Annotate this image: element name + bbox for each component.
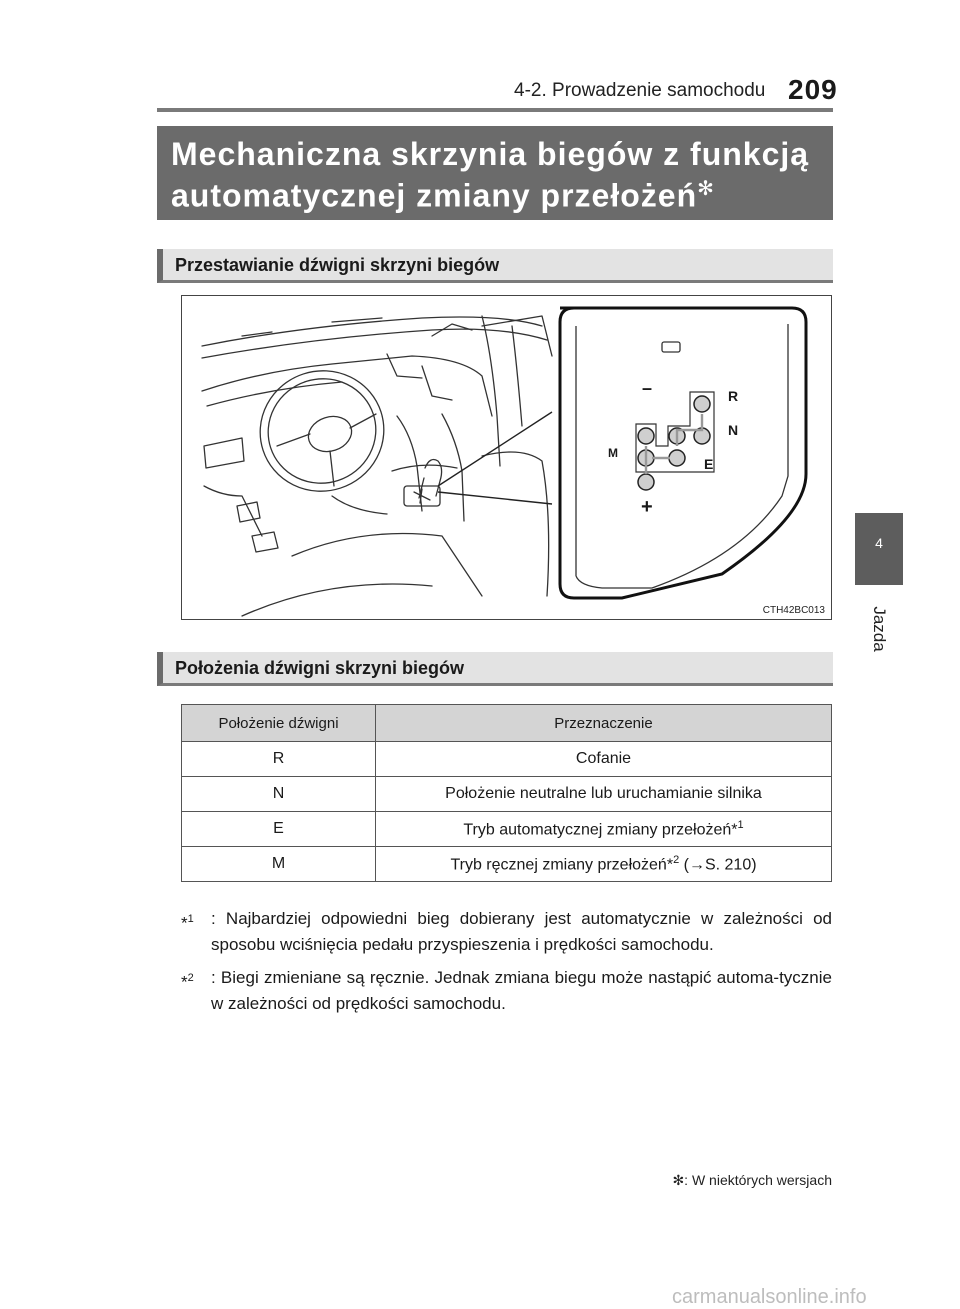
shift-positions-table: [181, 704, 832, 882]
gate-label-m: M: [608, 446, 618, 460]
footnote-marker: [181, 906, 194, 937]
table-row: [182, 777, 832, 812]
table-cell-purpose: [376, 812, 832, 847]
gate-label-n: N: [728, 422, 739, 438]
version-note: ✻: W niektórych wersjach: [672, 1172, 832, 1188]
gate-label-r: R: [728, 388, 739, 404]
table-row: [182, 847, 832, 882]
footnote-1: [181, 906, 832, 958]
footnote-text: : Biegi zmieniane są ręcznie. Jednak zmiana biegu może nastąpić automa-tycznie w zależności od prędkości samochodu.: [211, 968, 832, 1013]
page-title-line2-text: automatycznej zmiany przełożeń: [171, 177, 698, 214]
chapter-tab: [855, 513, 903, 585]
page-title-line1: Mechaniczna skrzynia biegów z funkcją: [171, 136, 810, 172]
chapter-label-wrap: [863, 594, 895, 664]
figure-code: CTH42BC013: [762, 605, 825, 616]
section-heading-positions-text: Położenia dźwigni skrzyni biegów: [175, 658, 465, 678]
table-cell-purpose: Położenie neutralne lub uruchamianie silnika: [376, 777, 832, 812]
footnote-ref: 1: [737, 818, 744, 831]
page-title-line2: [171, 176, 715, 215]
footnote-asterisk: *: [181, 972, 188, 992]
section-heading-shifting-text: Przestawianie dźwigni skrzyni biegów: [175, 255, 500, 275]
footnote-2: [181, 965, 832, 1017]
watermark: carmanualsonline.info: [672, 1286, 867, 1308]
footnote-number: 1: [187, 913, 194, 925]
table-cell-position: E: [182, 812, 376, 847]
table-row: [182, 812, 832, 847]
table-cell-position: N: [182, 777, 376, 812]
page-title: [157, 126, 833, 220]
gate-label-e: E: [704, 456, 714, 472]
asterisk-marker: ✻: [697, 178, 715, 200]
footnote-asterisk: *: [181, 913, 188, 933]
table-cell-purpose: [376, 847, 832, 882]
table-header-row: [182, 705, 832, 742]
page-reference: (→S. 210): [679, 856, 757, 874]
table-cell-purpose: Cofanie: [376, 742, 832, 777]
car-interior-drawing: [182, 296, 832, 620]
footnote-number: 2: [187, 972, 194, 984]
table-cell-purpose-text: Tryb ręcznej zmiany przełożeń*: [450, 856, 674, 874]
table-header-position: Położenie dźwigni: [182, 705, 376, 742]
footnote-ref: 2: [673, 853, 680, 866]
chapter-label: Jazda: [870, 606, 889, 652]
footnote-marker: [181, 965, 194, 996]
header-rule: [157, 108, 833, 112]
chapter-number: 4: [875, 535, 883, 551]
gate-label-minus: –: [642, 378, 653, 398]
section-heading-shifting: [157, 249, 833, 283]
table-cell-position: R: [182, 742, 376, 777]
running-header-section: 4-2. Prowadzenie samochodu: [514, 80, 766, 101]
page-number: 209: [788, 74, 838, 105]
table-cell-purpose-text: Tryb automatycznej zmiany przełożeń*: [463, 821, 738, 839]
section-heading-positions: [157, 652, 833, 686]
table-cell-position: M: [182, 847, 376, 882]
shift-lever-illustration: [181, 295, 832, 620]
table-row: [182, 742, 832, 777]
footnote-text: : Najbardziej odpowiedni bieg dobierany jest automatycznie w zależności od sposobu wciśnięcia pedału przyspieszenia i prędkości samochodu.: [211, 909, 832, 954]
gate-label-plus: +: [641, 496, 653, 518]
table-header-purpose: Przeznaczenie: [376, 705, 832, 742]
